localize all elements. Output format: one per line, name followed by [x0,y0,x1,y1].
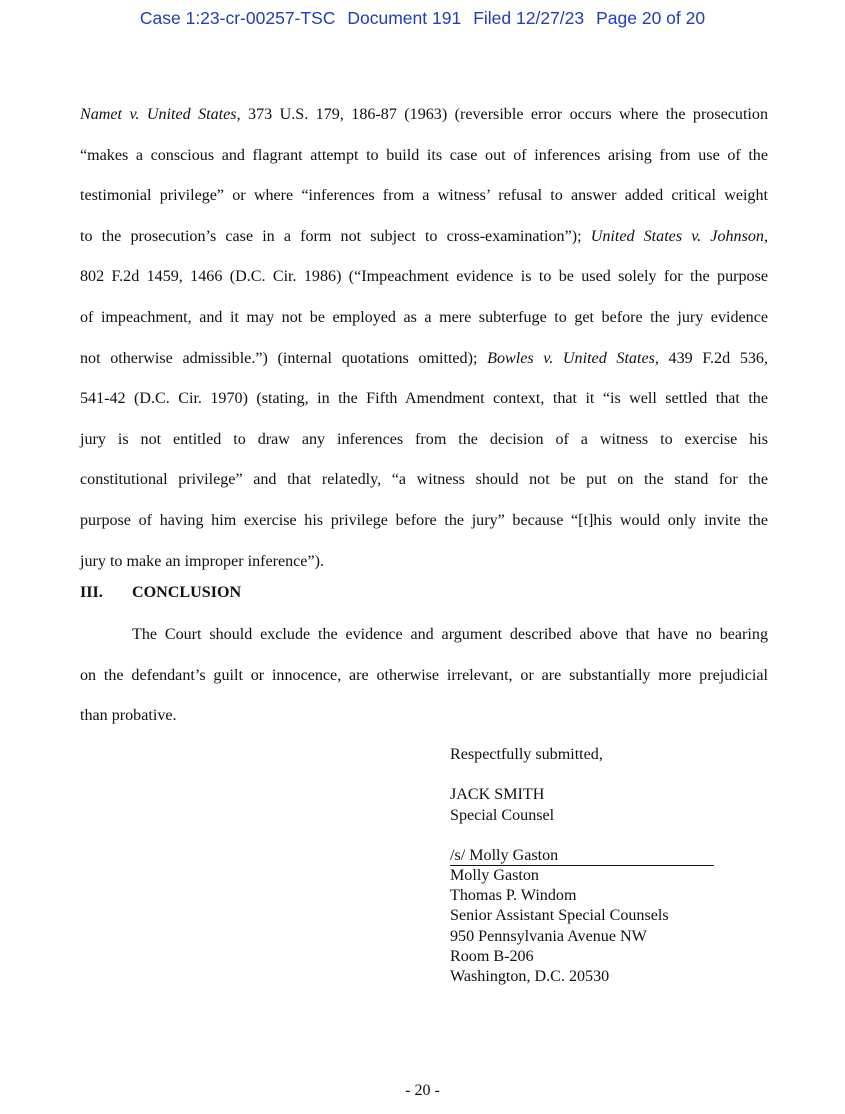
ecf-header [0,8,845,29]
text-line: “makes a conscious and flagrant attempt to build its case out of inferences arising from use of the [80,146,768,164]
counsel-name: JACK SMITH [450,786,545,804]
text-line: testimonial privilege” or where “inferences from a witness’ refusal to answer added critical weight [80,187,768,205]
section-number: III. [80,584,103,601]
text-line: The Court should exclude the evidence and argument described above that have no bearing [132,626,768,643]
signature-block [450,745,730,988]
text-line: 541-42 (D.C. Cir. 1970) (stating, in the Fifth Amendment context, that it “is well settled that the [80,390,768,408]
text-line: Namet v. United States, 373 U.S. 179, 186-87 (1963) (reversible error occurs where the prosecution [80,106,768,123]
text-line: constitutional privilege” and that relatedly, “a witness should not be put on the stand for the [80,471,768,489]
text-line: 802 F.2d 1459, 1466 (D.C. Cir. 1986) (“Impeachment evidence is to be used solely for the purpose [80,268,768,286]
text-line: purpose of having him exercise his privilege before the jury” because “[t]his would only invite the [80,511,768,529]
address-line: Washington, D.C. 20530 [450,968,610,986]
case-citation: Namet v. United States [80,106,237,123]
case-citation: United States v. Johnson [590,227,764,245]
text-line: jury to make an improper inference”). [80,552,324,570]
document-number: Document 191 [347,8,462,28]
closing-line: Respectfully submitted, [450,746,603,763]
signer-title: Senior Assistant Special Counsels [450,907,669,925]
text-line: on the defendant’s guilt or innocence, are otherwise irrelevant, or are substantially more prejudicial [80,666,768,684]
text-line: jury is not entitled to draw any inferences from the decision of a witness to exercise his [80,430,768,448]
counsel-title: Special Counsel [450,806,555,824]
text-line: of impeachment, and it may not be employed as a mere subterfuge to get before the jury evidence [80,308,768,326]
argument-paragraph [80,95,768,582]
case-number: Case 1:23-cr-00257-TSC [139,8,336,28]
conclusion-paragraph [80,615,768,737]
page-indicator: Page 20 of 20 [596,8,706,28]
address-line: Room B-206 [450,948,534,966]
section-heading [80,584,241,602]
electronic-signature: /s/ Molly Gaston [450,846,714,866]
text-line: to the prosecution’s case in a form not subject to cross-examination”); United States v. Johnson, [80,227,768,245]
page-number: - 20 - [405,1082,440,1099]
address-line: 950 Pennsylvania Avenue NW [450,927,647,945]
signer-name: Thomas P. Windom [450,887,577,905]
filed-date: Filed 12/27/23 [473,8,585,28]
text-line: than probative. [80,707,177,725]
text-line: not otherwise admissible.”) (internal quotations omitted); Bowles v. United States, 439 F.2d 536, [80,349,768,367]
signer-name: Molly Gaston [450,866,539,884]
case-citation: Bowles v. United States [487,349,655,367]
section-title: CONCLUSION [132,584,242,601]
